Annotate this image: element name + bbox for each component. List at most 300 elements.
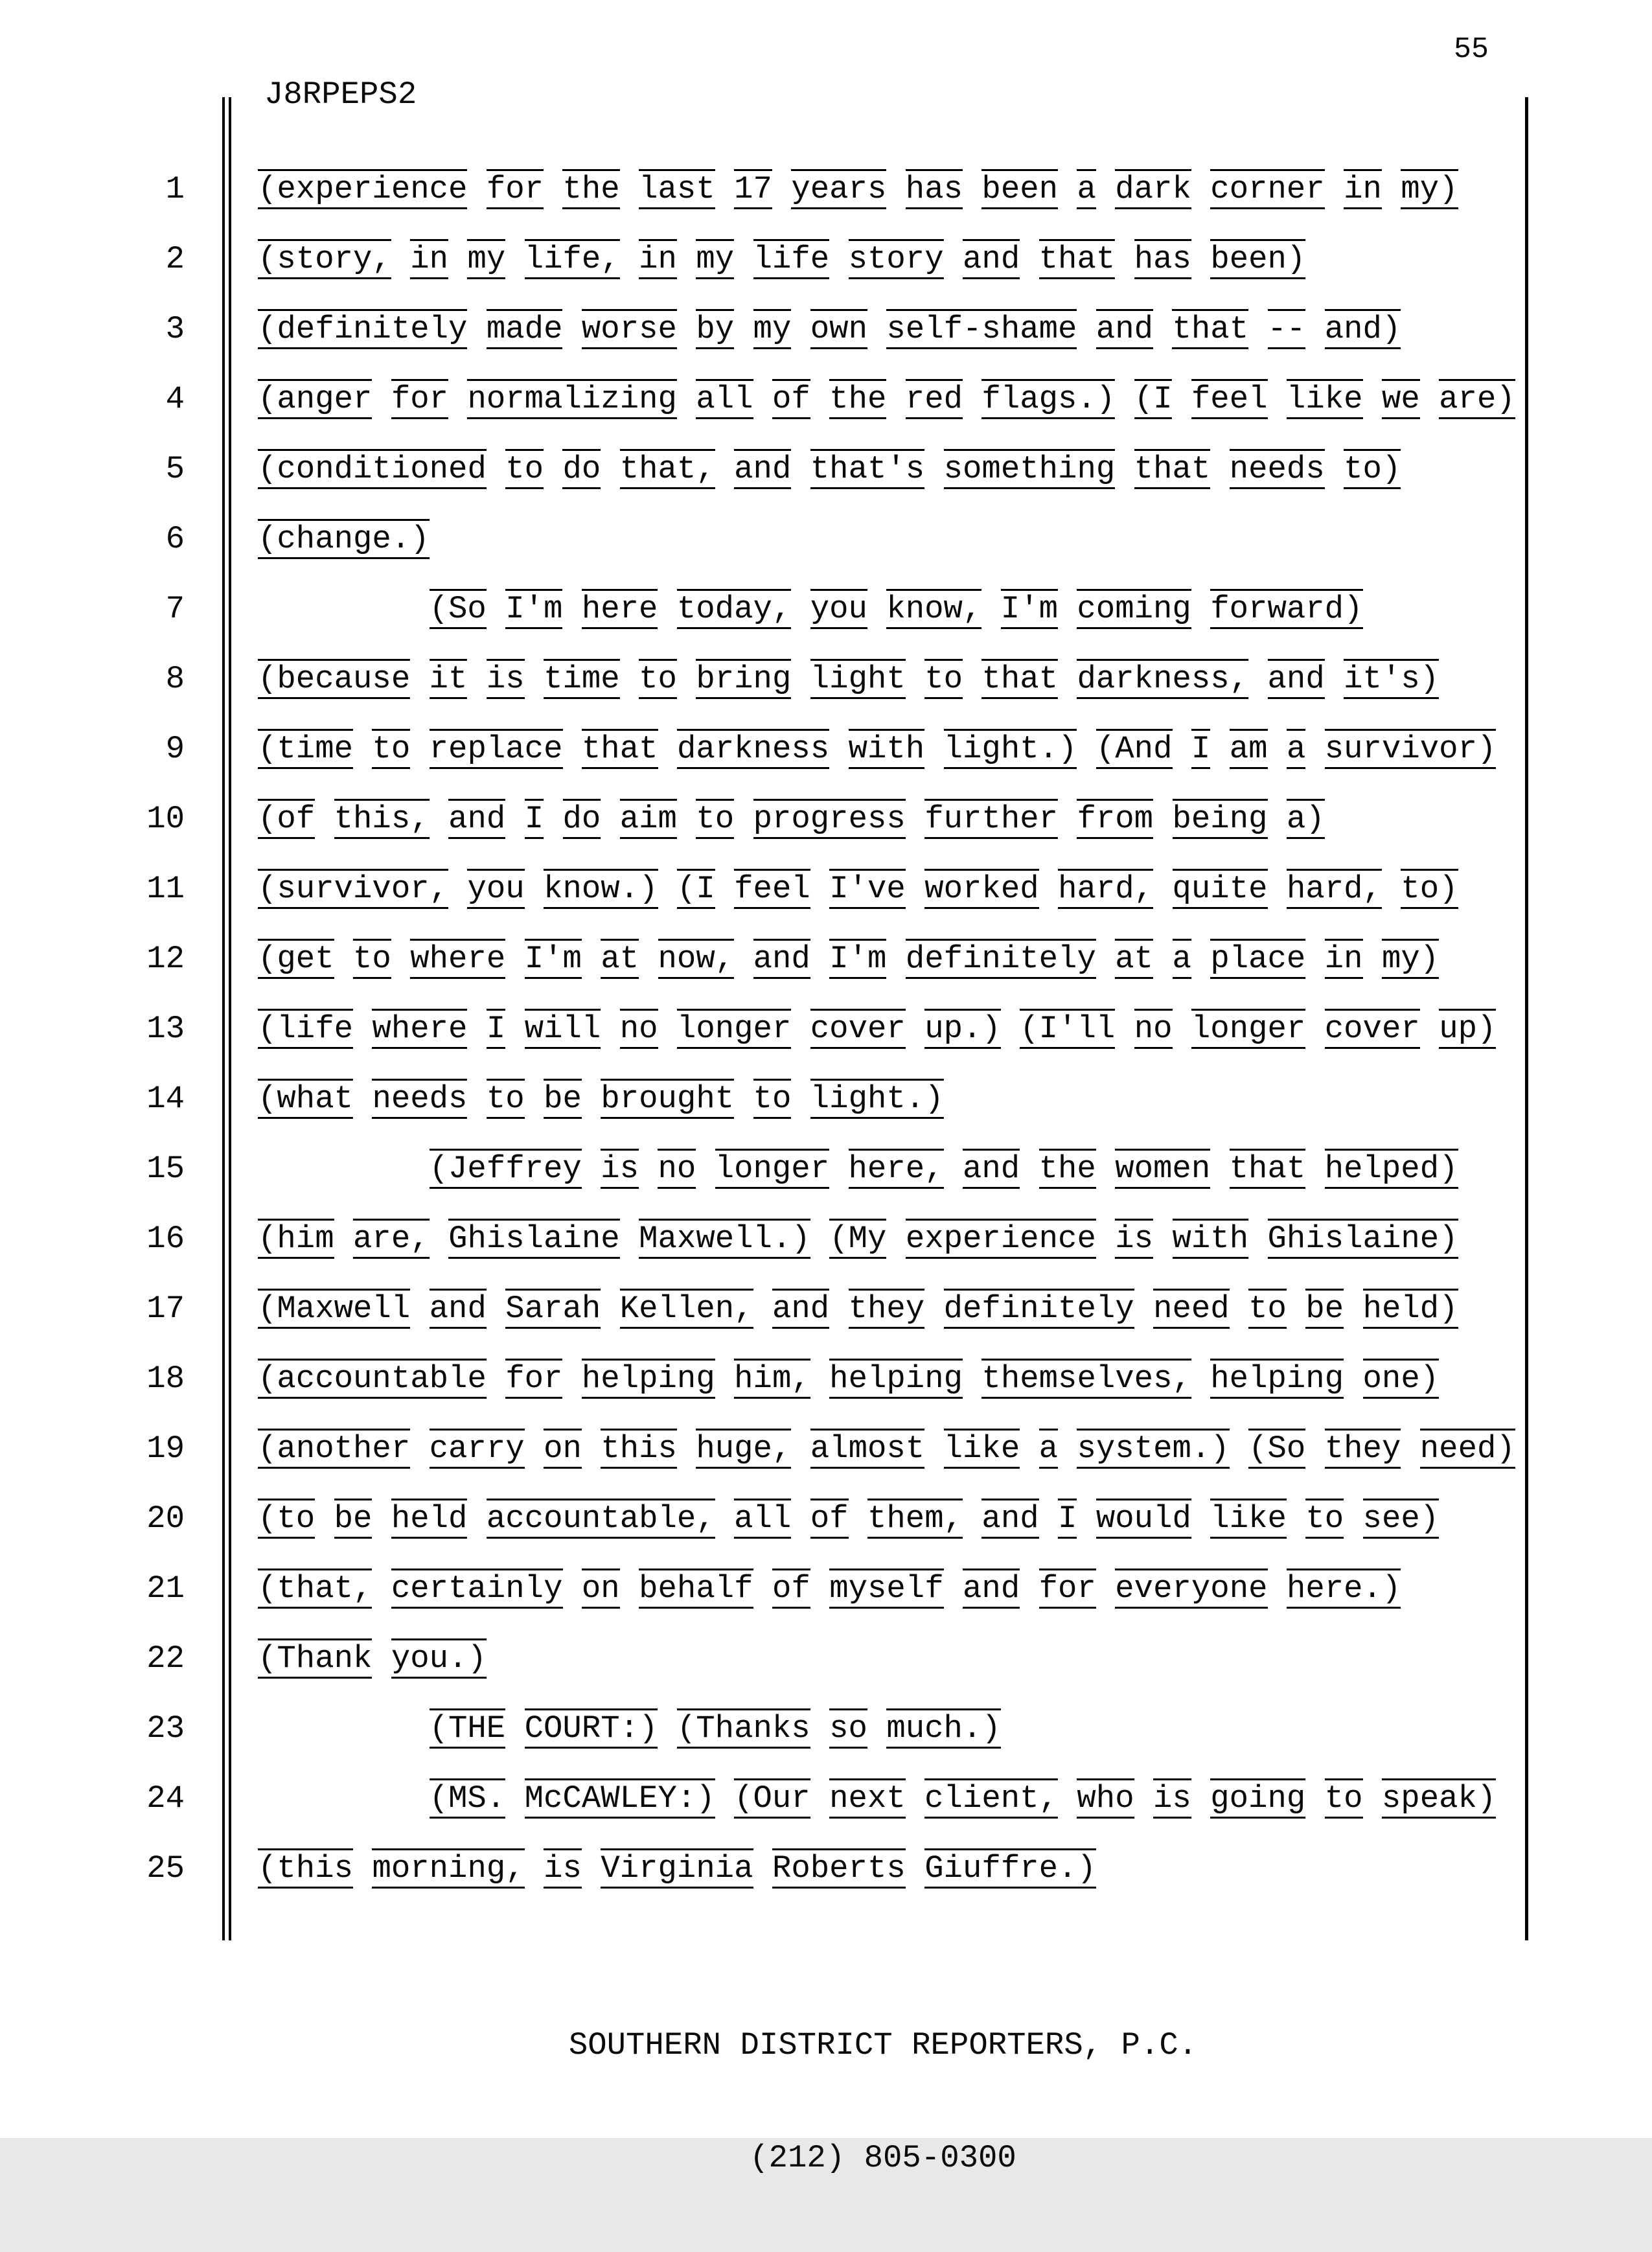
capsule-word: (another (258, 1429, 410, 1469)
capsule-word: (what (258, 1079, 353, 1119)
transcript-line (0, 1833, 1652, 1903)
capsule-word: all (696, 379, 753, 419)
capsule-word: to (696, 799, 734, 839)
capsule-word: it's) (1344, 659, 1439, 699)
capsule-word: to (639, 659, 677, 699)
capsule-word: years (791, 169, 886, 209)
transcript-line (0, 574, 1652, 644)
capsule-word: a (1039, 1429, 1058, 1469)
line-number: 11 (146, 871, 185, 907)
capsule-word: where (410, 939, 505, 979)
capsule-word: at (601, 939, 639, 979)
capsule-word: almost (810, 1429, 924, 1469)
capsule-word: (So (430, 589, 487, 629)
capsule-word: COURT:) (525, 1708, 658, 1749)
capsule-word: up.) (924, 1009, 1001, 1049)
capsule-word: here, (849, 1149, 944, 1189)
capsule-word: to (372, 729, 410, 769)
line-number: 25 (146, 1850, 185, 1887)
line-text (258, 294, 1401, 364)
capsule-word: the (562, 169, 619, 209)
capsule-word: light (810, 659, 906, 699)
capsule-word: to (505, 449, 544, 489)
transcript-line (0, 1484, 1652, 1554)
capsule-word: you (467, 869, 524, 909)
capsule-word: and (981, 1499, 1038, 1539)
transcript-line (0, 1554, 1652, 1624)
capsule-word: with (1173, 1219, 1249, 1259)
capsule-word: (anger (258, 379, 372, 419)
capsule-word: needs (1230, 449, 1325, 489)
capsule-word: a (1173, 939, 1191, 979)
capsule-word: at (1115, 939, 1153, 979)
capsule-word: from (1077, 799, 1153, 839)
capsule-word: women (1115, 1149, 1210, 1189)
capsule-word: (life (258, 1009, 353, 1049)
capsule-word: to (753, 1079, 792, 1119)
capsule-word: that's (810, 449, 924, 489)
capsule-word: you.) (391, 1638, 487, 1679)
capsule-word: client, (924, 1778, 1058, 1819)
line-number: 22 (146, 1640, 185, 1677)
line-text (258, 1554, 1401, 1624)
line-number: 24 (146, 1780, 185, 1817)
capsule-word: made (487, 309, 563, 349)
transcript-line (0, 924, 1652, 994)
capsule-word: with (849, 729, 925, 769)
transcript-line (0, 154, 1652, 224)
capsule-word: Roberts (772, 1848, 906, 1889)
capsule-word: is (1115, 1219, 1153, 1259)
capsule-word: McCAWLEY:) (525, 1778, 715, 1819)
capsule-word: know, (886, 589, 981, 629)
capsule-word: see) (1363, 1499, 1440, 1539)
capsule-word: last (639, 169, 715, 209)
capsule-word: system.) (1077, 1429, 1229, 1469)
line-number: 19 (146, 1430, 185, 1467)
capsule-word: for (487, 169, 544, 209)
capsule-word: you (810, 589, 867, 629)
capsule-word: to (487, 1079, 525, 1119)
capsule-word: longer (1191, 1009, 1305, 1049)
capsule-word: them, (867, 1499, 963, 1539)
capsule-word: (I (677, 869, 715, 909)
transcript-line (0, 1204, 1652, 1274)
capsule-word: helped) (1325, 1149, 1458, 1189)
capsule-word: I (1058, 1499, 1077, 1539)
capsule-word: this (601, 1429, 677, 1469)
capsule-word: him, (734, 1359, 810, 1399)
line-number: 3 (165, 311, 185, 347)
capsule-word: to) (1344, 449, 1401, 489)
capsule-word: that (582, 729, 658, 769)
capsule-word: of (810, 1499, 849, 1539)
capsule-word: (of (258, 799, 315, 839)
capsule-word: longer (677, 1009, 791, 1049)
capsule-word: hard, (1287, 869, 1382, 909)
capsule-word: (And (1096, 729, 1173, 769)
capsule-word: helping (582, 1359, 715, 1399)
capsule-word: where (372, 1009, 467, 1049)
line-text (258, 1344, 1439, 1414)
capsule-word: (Maxwell (258, 1289, 410, 1329)
capsule-word: (THE (430, 1708, 506, 1749)
capsule-word: (Our (734, 1778, 810, 1819)
capsule-word: and (448, 799, 505, 839)
capsule-word: that (981, 659, 1058, 699)
capsule-word: (So (1248, 1429, 1305, 1469)
line-text (258, 1064, 944, 1134)
capsule-word: aim (620, 799, 677, 839)
capsule-word: darkness, (1077, 659, 1248, 699)
line-number: 20 (146, 1500, 185, 1537)
capsule-word: and (963, 239, 1020, 279)
capsule-word: dark (1115, 169, 1191, 209)
capsule-word: who (1077, 1778, 1134, 1819)
capsule-word: of (772, 1568, 810, 1609)
transcript-line (0, 504, 1652, 574)
transcript-line (0, 714, 1652, 784)
line-number: 9 (165, 731, 185, 767)
capsule-word: speak) (1382, 1778, 1496, 1819)
line-number: 4 (165, 381, 185, 417)
capsule-word: is (487, 659, 525, 699)
line-number: 1 (165, 171, 185, 207)
capsule-word: forward) (1210, 589, 1362, 629)
transcript-line (0, 1344, 1652, 1414)
capsule-word: we (1382, 379, 1420, 419)
line-number: 23 (146, 1710, 185, 1747)
capsule-word: Giuffre.) (924, 1848, 1096, 1889)
capsule-word: and (963, 1568, 1020, 1609)
reporter-phone: (212) 805-0300 (750, 2140, 1016, 2176)
capsule-word: Maxwell.) (639, 1219, 810, 1259)
capsule-word: Ghislaine (448, 1219, 620, 1259)
capsule-word: it (430, 659, 468, 699)
transcript-line (0, 1624, 1652, 1694)
capsule-word: be (334, 1499, 373, 1539)
reporter-name: SOUTHERN DISTRICT REPORTERS, P.C. (568, 2027, 1198, 2063)
capsule-word: has (906, 169, 963, 209)
capsule-word: my (467, 239, 505, 279)
capsule-word: be (544, 1079, 582, 1119)
line-text (258, 1833, 1096, 1903)
line-text (258, 1274, 1458, 1344)
capsule-word: huge, (696, 1429, 791, 1469)
capsule-word: be (1305, 1289, 1344, 1329)
capsule-word: worse (582, 309, 677, 349)
capsule-word: hard, (1058, 869, 1153, 909)
line-number: 7 (165, 591, 185, 627)
capsule-word: (get (258, 939, 334, 979)
line-text (258, 714, 1496, 784)
capsule-word: to (1305, 1499, 1344, 1539)
capsule-word: here (582, 589, 658, 629)
capsule-word: will (525, 1009, 601, 1049)
capsule-word: are, (353, 1219, 430, 1259)
capsule-word: need (1153, 1289, 1230, 1329)
capsule-word: so (829, 1708, 867, 1749)
capsule-word: I'm (829, 939, 886, 979)
transcript-line (0, 1064, 1652, 1134)
capsule-word: progress (753, 799, 906, 839)
capsule-word: Ghislaine) (1268, 1219, 1458, 1259)
capsule-word: (story, (258, 239, 391, 279)
capsule-word: that (1039, 239, 1116, 279)
capsule-word: definitely (906, 939, 1096, 979)
capsule-word: themselves, (981, 1359, 1191, 1399)
capsule-word: a (1287, 729, 1305, 769)
transcript-line (0, 994, 1652, 1064)
capsule-word: no (1134, 1009, 1173, 1049)
line-text (258, 364, 1515, 434)
line-number: 5 (165, 451, 185, 487)
transcript-line (0, 434, 1652, 504)
capsule-word: of (772, 379, 810, 419)
line-text (258, 1414, 1515, 1484)
line-number: 12 (146, 941, 185, 977)
capsule-word: cover (1325, 1009, 1420, 1049)
capsule-word: darkness (677, 729, 829, 769)
page-number: 55 (1454, 33, 1489, 66)
line-number: 14 (146, 1081, 185, 1117)
line-number: 15 (146, 1151, 185, 1187)
capsule-word: and) (1325, 309, 1401, 349)
transcript-line (0, 364, 1652, 434)
capsule-word: I've (829, 869, 906, 909)
line-number: 2 (165, 241, 185, 277)
capsule-word: Kellen, (620, 1289, 753, 1329)
line-text (258, 784, 1325, 854)
line-text (258, 224, 1305, 294)
capsule-word: and (772, 1289, 829, 1329)
transcript-line (0, 224, 1652, 294)
line-number: 21 (146, 1570, 185, 1607)
capsule-word: (because (258, 659, 410, 699)
capsule-word: corner (1210, 169, 1324, 209)
line-text (258, 1204, 1458, 1274)
capsule-word: held) (1363, 1289, 1458, 1329)
capsule-word: (this (258, 1848, 353, 1889)
capsule-word: (Thank (258, 1638, 372, 1679)
capsule-word: (My (829, 1219, 886, 1259)
reporter-footer (235, 1951, 1531, 2252)
capsule-word: (I (1134, 379, 1173, 419)
capsule-word: morning, (372, 1848, 524, 1889)
capsule-word: do (562, 449, 601, 489)
capsule-word: own (810, 309, 867, 349)
capsule-word: Sarah (505, 1289, 601, 1329)
capsule-word: replace (430, 729, 563, 769)
transcript-line (0, 854, 1652, 924)
capsule-word: in (1344, 169, 1382, 209)
capsule-word: they (1325, 1429, 1401, 1469)
line-number: 17 (146, 1291, 185, 1327)
transcript-line (0, 1694, 1652, 1764)
capsule-word: (that, (258, 1568, 372, 1609)
capsule-word: (I'll (1020, 1009, 1115, 1049)
capsule-word: that (1172, 309, 1248, 349)
line-number: 18 (146, 1361, 185, 1397)
capsule-word: coming (1077, 589, 1191, 629)
capsule-word: like (944, 1429, 1020, 1469)
capsule-word: (survivor, (258, 869, 448, 909)
capsule-word: accountable, (487, 1499, 715, 1539)
capsule-word: on (544, 1429, 582, 1469)
capsule-word: to (1248, 1289, 1287, 1329)
capsule-word: bring (696, 659, 791, 699)
capsule-word: is (1153, 1778, 1191, 1819)
capsule-word: to (924, 659, 963, 699)
capsule-word: and (430, 1289, 487, 1329)
line-number: 8 (165, 661, 185, 697)
capsule-word: now, (658, 939, 735, 979)
capsule-word: to (1325, 1778, 1363, 1819)
capsule-word: like (1287, 379, 1363, 419)
capsule-word: my (696, 239, 734, 279)
transcript-line (0, 294, 1652, 364)
capsule-word: feel (1191, 379, 1268, 419)
capsule-word: quite (1173, 869, 1268, 909)
line-text (258, 504, 430, 574)
capsule-word: to) (1401, 869, 1458, 909)
capsule-word: place (1210, 939, 1305, 979)
capsule-word: needs (372, 1079, 467, 1119)
capsule-word: survivor) (1325, 729, 1497, 769)
capsule-word: (experience (258, 169, 467, 209)
capsule-word: that, (620, 449, 715, 489)
capsule-word: Virginia (601, 1848, 753, 1889)
capsule-word: held (391, 1499, 468, 1539)
capsule-word: today, (677, 589, 791, 629)
capsule-word: and (963, 1149, 1020, 1189)
capsule-word: is (601, 1149, 639, 1189)
capsule-word: helping (829, 1359, 963, 1399)
capsule-word: -- (1268, 309, 1306, 349)
line-text (258, 574, 1363, 644)
capsule-word: red (906, 379, 963, 419)
capsule-word: no (658, 1149, 696, 1189)
transcript-line (0, 1134, 1652, 1204)
capsule-word: that (1134, 449, 1211, 489)
capsule-word: going (1210, 1778, 1305, 1819)
transcript-line (0, 644, 1652, 714)
capsule-word: experience (906, 1219, 1096, 1259)
capsule-word: next (829, 1778, 906, 1819)
capsule-word: helping (1210, 1359, 1344, 1399)
capsule-word: been) (1210, 239, 1305, 279)
capsule-word: my (753, 309, 792, 349)
capsule-word: much.) (886, 1708, 1000, 1749)
transcript-line (0, 1274, 1652, 1344)
capsule-word: for (391, 379, 448, 419)
capsule-word: I'm (505, 589, 562, 629)
capsule-word: and (1096, 309, 1153, 349)
capsule-word: is (544, 1848, 582, 1889)
transcript-line (0, 1764, 1652, 1833)
capsule-word: would (1096, 1499, 1191, 1539)
capsule-word: all (734, 1499, 791, 1539)
capsule-word: are) (1439, 379, 1515, 419)
capsule-word: this, (334, 799, 430, 839)
capsule-word: I (487, 1009, 505, 1049)
capsule-word: self-shame (886, 309, 1077, 349)
capsule-word: (Thanks (677, 1708, 810, 1749)
capsule-word: 17 (734, 169, 772, 209)
line-text (258, 1624, 487, 1694)
capsule-word: the (1039, 1149, 1096, 1189)
capsule-word: (change.) (258, 519, 430, 559)
capsule-word: life, (525, 239, 620, 279)
capsule-word: do (563, 799, 601, 839)
capsule-word: worked (924, 869, 1038, 909)
line-text (258, 994, 1496, 1064)
line-text (258, 434, 1401, 504)
capsule-word: time (544, 659, 620, 699)
capsule-word: (to (258, 1499, 315, 1539)
capsule-word: longer (715, 1149, 829, 1189)
capsule-word: definitely (944, 1289, 1134, 1329)
capsule-word: story (849, 239, 944, 279)
transcript-line (0, 784, 1652, 854)
capsule-word: for (1039, 1568, 1096, 1609)
capsule-word: brought (601, 1079, 734, 1119)
capsule-word: (Jeffrey (430, 1149, 582, 1189)
capsule-word: for (505, 1359, 562, 1399)
header-code: J8RPEPS2 (264, 76, 417, 113)
capsule-word: been (981, 169, 1058, 209)
capsule-word: and (1268, 659, 1325, 699)
line-number: 13 (146, 1011, 185, 1047)
capsule-word: and (753, 939, 810, 979)
capsule-word: here.) (1287, 1568, 1401, 1609)
capsule-word: the (829, 379, 886, 419)
line-number: 10 (146, 801, 185, 837)
capsule-word: being (1173, 799, 1268, 839)
capsule-word: my) (1401, 169, 1458, 209)
line-text (258, 924, 1439, 994)
capsule-word: something (944, 449, 1116, 489)
capsule-word: (MS. (430, 1778, 506, 1819)
capsule-word: cover (810, 1009, 906, 1049)
capsule-word: in (1325, 939, 1363, 979)
capsule-word: and (734, 449, 791, 489)
line-text (258, 854, 1458, 924)
capsule-word: on (582, 1568, 620, 1609)
capsule-word: (time (258, 729, 353, 769)
capsule-word: in (410, 239, 448, 279)
capsule-word: to (353, 939, 391, 979)
line-text (258, 1484, 1439, 1554)
capsule-word: (definitely (258, 309, 467, 349)
line-text (258, 1764, 1496, 1833)
capsule-word: need) (1420, 1429, 1515, 1469)
capsule-word: that (1230, 1149, 1306, 1189)
capsule-word: life (753, 239, 830, 279)
capsule-word: certainly (391, 1568, 563, 1609)
line-text (258, 1134, 1458, 1204)
capsule-word: by (696, 309, 734, 349)
capsule-word: light.) (810, 1079, 944, 1119)
capsule-word: flags.) (981, 379, 1115, 419)
capsule-word: like (1210, 1499, 1287, 1539)
capsule-word: myself (829, 1568, 943, 1609)
capsule-word: know.) (544, 869, 658, 909)
capsule-word: I'm (525, 939, 582, 979)
capsule-word: a (1077, 169, 1096, 209)
capsule-word: up) (1439, 1009, 1496, 1049)
capsule-word: carry (430, 1429, 525, 1469)
